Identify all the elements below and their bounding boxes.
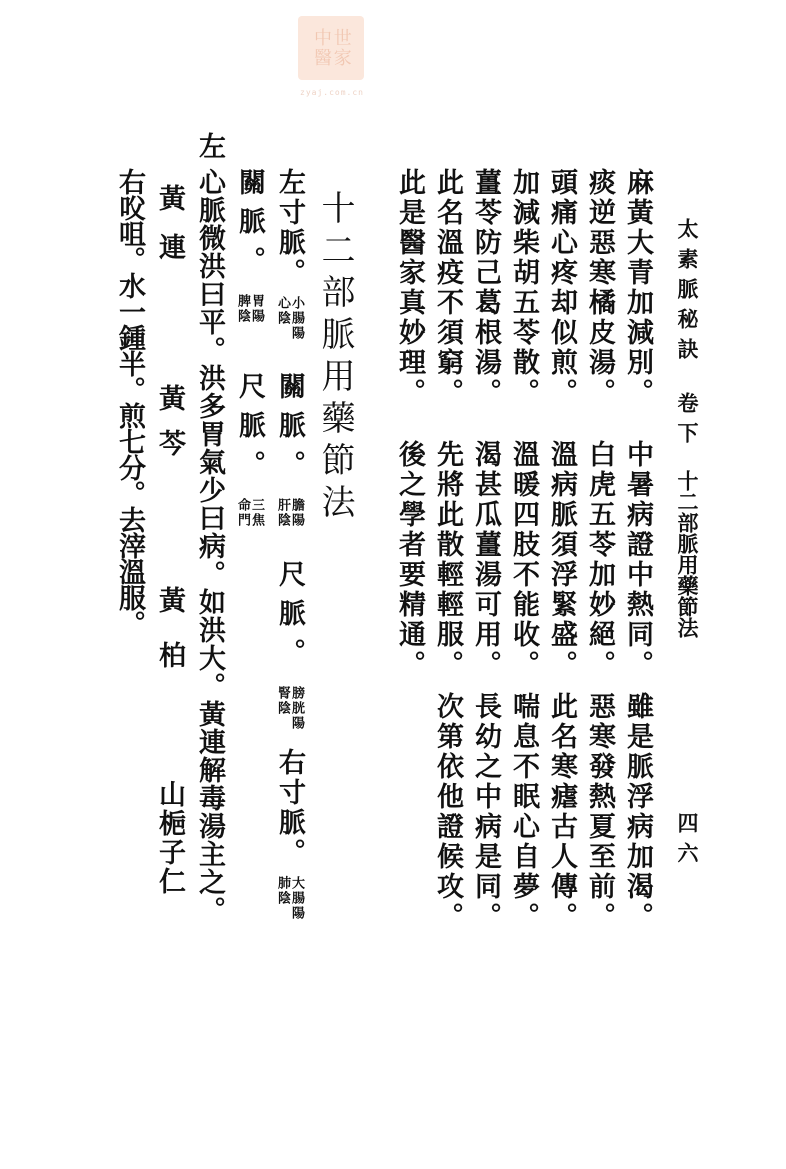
pulse-left-cun: 左寸脈。 [274,168,305,288]
poem-line: 先將此散輕輕服。 [432,440,463,680]
annotation-yin: 心陰 [275,296,290,326]
pulse-left-chi: 尺脈。 [274,560,305,677]
annotation-yang: 胃陽 [249,294,264,324]
poem-line: 渴甚瓜薑湯可用。 [470,440,501,680]
herb-item: 黃連 [154,184,185,282]
pulse-annotation [276,686,303,731]
section-title: 十二部脈用藥節法 [315,190,355,526]
poem-line: 痰逆惡寒橘皮湯。 [584,168,615,408]
pulse-annotation [236,294,263,324]
poem-line: 喘息不眠心自夢。 [508,692,539,932]
poem-line: 溫病脈須浮緊盛。 [546,440,577,680]
herb-item: 黃柏 [154,586,185,696]
poem-line: 後之學者要精通。 [394,440,425,680]
poem-line: 薑苓防己葛根湯。 [470,168,501,408]
poem-line: 頭痛心疼却似煎。 [546,168,577,408]
commentary-heading: 左 [194,132,225,162]
book-title: 太素脈秘訣 [675,218,700,368]
annotation-yang: 大腸陽 [289,876,304,921]
herb-item: 山梔子仁 [154,780,185,896]
poem-line: 長幼之中病是同。 [470,692,501,932]
annotation-yang: 小腸陽 [289,296,304,341]
watermark-logo: 世家中醫 [298,16,364,80]
pulse-annotation [276,296,303,341]
pulse-left-guan: 關脈。 [274,372,305,489]
pulse-annotation [276,498,303,528]
pulse-right-guan: 關脈。 [234,168,265,285]
poem-line: 此名溫疫不須窮。 [432,168,463,408]
preparation-instructions: 右㕮咀。水一鍾半。煎七分。去滓溫服。 [114,168,145,636]
pulse-right-chi: 尺脈。 [234,372,265,489]
poem-line: 惡寒發熱夏至前。 [584,692,615,932]
watermark-url: zyaj.com.cn [300,88,364,97]
annotation-yin: 命門 [235,498,250,528]
pulse-annotation [276,876,303,921]
annotation-yin: 肺陰 [275,876,290,906]
page-number: 四六 [675,812,700,872]
pulse-right-cun: 右寸脈。 [274,748,305,868]
poem-line: 溫暖四肢不能收。 [508,440,539,680]
poem-line: 麻黃大青加減別。 [622,168,653,408]
poem-line: 加減柴胡五苓散。 [508,168,539,408]
volume-label: 卷下 [675,392,700,452]
commentary-text: 心脈微洪曰平。洪多胃氣少曰病。如洪大。黃連解毒湯主之。 [194,168,225,924]
annotation-yang: 三焦 [249,498,264,528]
annotation-yin: 肝陰 [275,498,290,528]
annotation-yang: 膀胱陽 [289,686,304,731]
pulse-annotation [236,498,263,528]
poem-line: 雖是脈浮病加渴。 [622,692,653,932]
poem-line: 中暑病證中熱同。 [622,440,653,680]
herb-item: 黃芩 [154,384,185,474]
annotation-yin: 脾陰 [235,294,250,324]
annotation-yang: 膽陽 [289,498,304,528]
poem-line: 此名寒瘧古人傳。 [546,692,577,932]
poem-line: 次第依他證候攻。 [432,692,463,932]
poem-line: 此是醫家真妙理。 [394,168,425,408]
poem-line: 白虎五苓加妙絕。 [584,440,615,680]
annotation-yin: 腎陰 [275,686,290,716]
header-section: 十二部脈用藥節法 [675,470,700,638]
